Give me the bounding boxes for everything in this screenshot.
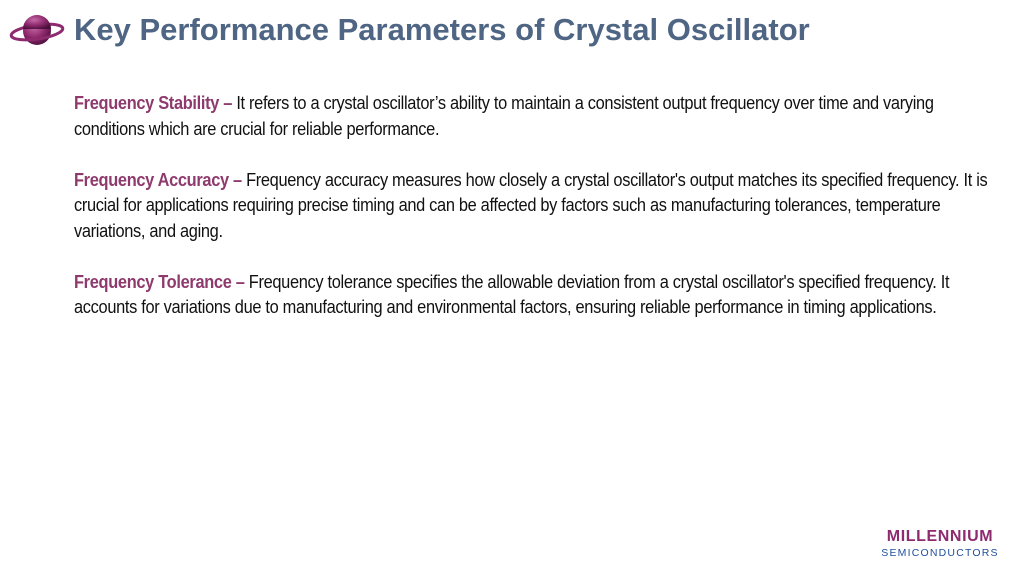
paragraph-text: Frequency accuracy measures how closely a crystal oscillator's output matches its specified frequency. It is crucial for applications requiring precise timing and can be affected by factors such as manufacturing tolerances, temperature variations, and aging. <box>74 169 988 241</box>
term-label: Frequency Accuracy – <box>74 169 242 190</box>
paragraph-frequency-tolerance <box>74 270 993 321</box>
planet-logo-icon <box>9 10 65 52</box>
paragraph-text: Frequency tolerance specifies the allowable deviation from a crystal oscillator's specified frequency. It accounts for variations due to manufacturing and environmental factors, ensuring reliable performance in timing applications. <box>74 271 950 317</box>
paragraph-text: It refers to a crystal oscillator’s ability to maintain a consistent output frequency over time and varying conditions which are crucial for reliable performance. <box>74 93 934 139</box>
brand-subtitle: SEMICONDUCTORS <box>881 547 999 559</box>
term-label: Frequency Stability – <box>74 93 233 113</box>
brand-name: MILLENNIUM <box>886 528 994 545</box>
slide-title: Key Performance Parameters of Crystal Oscillator <box>74 12 810 47</box>
paragraph-frequency-stability <box>74 91 993 142</box>
brand-logo <box>870 528 1010 564</box>
paragraph-frequency-accuracy <box>74 168 993 245</box>
term-label: Frequency Tolerance – <box>74 271 245 292</box>
content-body <box>74 91 993 346</box>
